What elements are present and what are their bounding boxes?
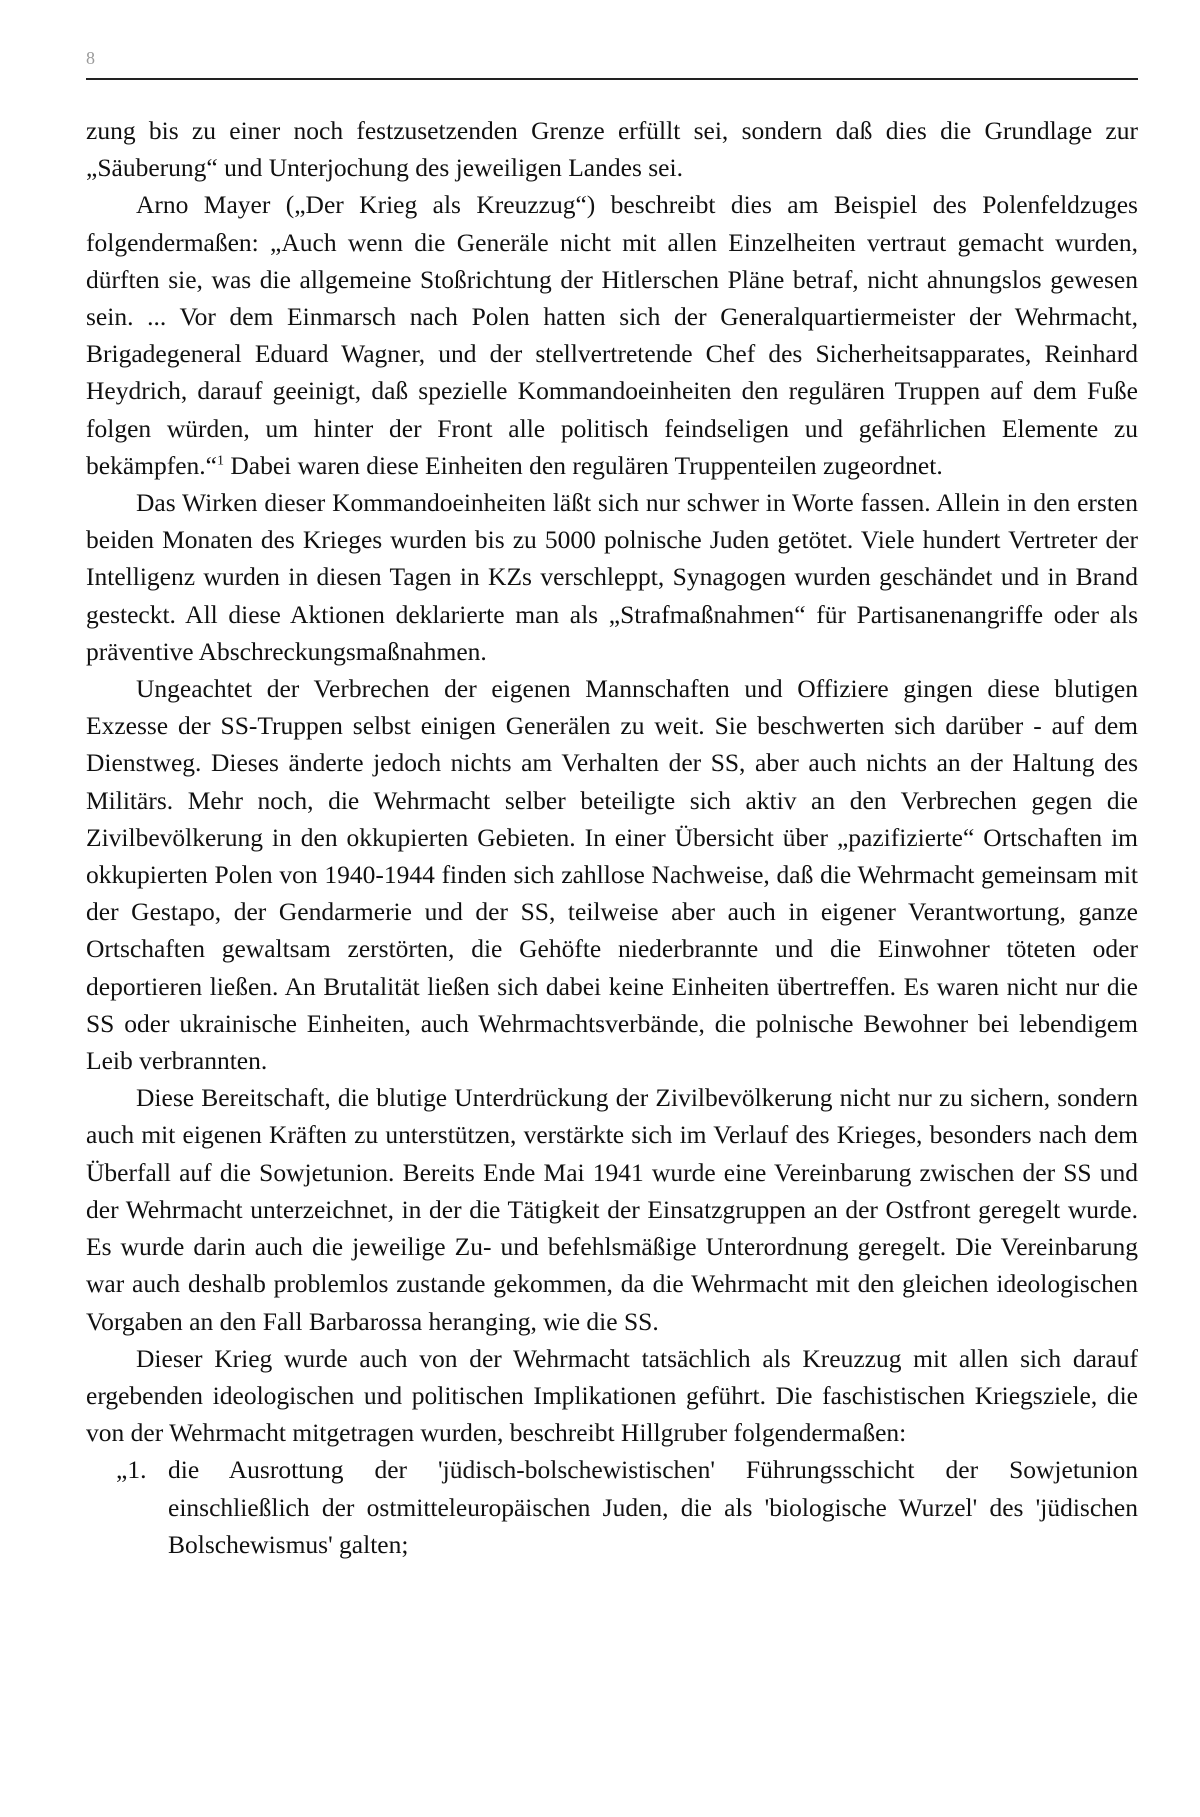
- page-number: 8: [86, 48, 95, 68]
- list-item-text: die Ausrottung der 'jüdisch-bolschewistischen' Führungsschicht der Sowjetunion einschließlich der ostmitteleuropäischen Juden, die als 'biologische Wurzel' des 'jüdischen Bolschewismus' galten;: [168, 1455, 1138, 1559]
- paragraph-kreuzzug: Dieser Krieg wurde auch von der Wehrmacht tatsächlich als Kreuzzug mit allen sich darauf ergebenden ideologischen und politischen Implikationen geführt. Die faschistischen Kriegsziele, die von der Wehrmacht mitgetragen wurden, beschreibt Hillgruber folgendermaßen:: [86, 1343, 1138, 1448]
- paragraph-text: Arno Mayer („Der Krieg als Kreuzzug“) beschreibt dies am Beispiel des Polenfeldzuges folgendermaßen: „Auch wenn die Generäle nicht mit allen Einzelheiten vertraut gemacht wurden, dürften sie, was die allgemeine Stoßrichtung der Hitlerschen Pläne betraf, nicht ahnungslos gewesen sein. ... Vor dem Einmarsch nach Polen hatten sich der Generalquartiermeister der Wehrmacht, Brigadegeneral Eduard Wagner, und der stellvertretende Chef des Sicherheitsapparates, Reinhard Heydrich, darauf geeinigt, daß spezielle Kommandoeinheiten den regulären Truppen auf dem Fuße folgen würden, um hinter der Front alle politisch feindseligen und gefährlichen Elemente zu bekämpfen.“: [86, 190, 1138, 480]
- list-item: [116, 1451, 1138, 1563]
- footnote-marker[interactable]: 1: [216, 453, 224, 469]
- header-rule: [86, 78, 1138, 80]
- paragraph-text: Dabei waren diese Einheiten den regulären Truppenteilen zugeordnet.: [223, 450, 943, 480]
- paragraph-exzesse: Ungeachtet der Verbrechen der eigenen Mannschaften und Offiziere gingen diese blutigen Exzesse der SS-Truppen selbst einigen Generälen zu weit. Sie beschwerten sich darüber - auf dem Dienstweg. Dieses änderte jedoch nichts am Verhalten der SS, aber auch nichts an der Haltung des Militärs. Mehr noch, die Wehrmacht selber beteiligte sich aktiv an den Verbrechen gegen die Zivilbevölkerung in den okkupierten Gebieten. In einer Übersicht über „pazifizierte“ Ortschaften im okkupierten Polen von 1940-1944 finden sich zahllose Nachweise, daß die Wehrmacht gemeinsam mit der Gestapo, der Gendarmerie und der SS, teilweise aber auch in eigener Verantwortung, ganze Ortschaften gewaltsam zerstörten, die Gehöfte niederbrannte und die Einwohner töteten oder deportieren ließen. An Brutalität ließen sich dabei keine Einheiten übertreffen. Es waren nicht nur die SS oder ukrainische Einheiten, auch Wehrmachtsverbände, die polnische Bewohner bei lebendigem Leib verbrannten.: [86, 674, 1138, 1076]
- list-marker: „1.: [116, 1455, 147, 1485]
- body-text: [86, 112, 1138, 1563]
- paragraph-mayer-quote: [86, 186, 1138, 484]
- paragraph-continuation: zung bis zu einer noch festzusetzenden Grenze erfüllt sei, sondern daß dies die Grundlage zur „Säuberung“ und Unterjochung des jeweiligen Landes sei.: [86, 116, 1138, 183]
- paragraph-kommandoeinheiten: Das Wirken dieser Kommandoeinheiten läßt sich nur schwer in Worte fassen. Allein in den ersten beiden Monaten des Krieges wurden bis zu 5000 polnische Juden getötet. Viele hundert Vertreter der Intelligenz wurden in diesen Tagen in KZs verschleppt, Synagogen wurden geschändet und in Brand gesteckt. All diese Aktionen deklarierte man als „Strafmaßnahmen“ für Partisanenangriffe oder als präventive Abschreckungsmaßnahmen.: [86, 488, 1138, 666]
- paragraph-bereitschaft: Diese Bereitschaft, die blutige Unterdrückung der Zivilbevölkerung nicht nur zu sichern, sondern auch mit eigenen Kräften zu unterstützen, verstärkte sich im Verlauf des Krieges, besonders nach dem Überfall auf die Sowjetunion. Bereits Ende Mai 1941 wurde eine Vereinbarung zwischen der SS und der Wehrmacht unterzeichnet, in der die Tätigkeit der Einsatzgruppen an der Ostfront geregelt wurde. Es wurde darin auch die jeweilige Zu- und befehlsmäßige Unterordnung geregelt. Die Vereinbarung war auch deshalb problemlos zustande gekommen, da die Wehrmacht mit den gleichen ideologischen Vorgaben an den Fall Barbarossa heranging, wie die SS.: [86, 1083, 1138, 1336]
